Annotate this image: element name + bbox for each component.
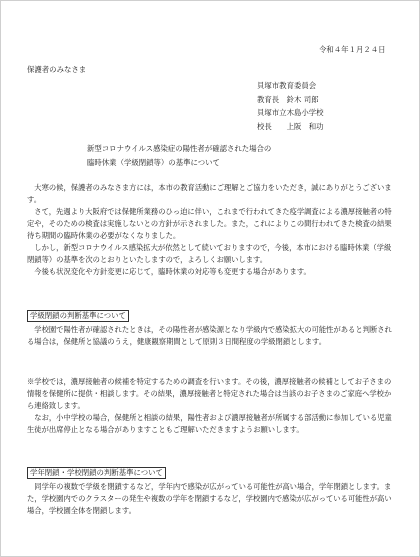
subject-line-1: 新型コロナウイルス感染症の陽性者が確認された場合の [87,144,272,153]
intro-paragraph: 大寒の候，保護者のみなさま方には，本市の教育活動にご理解とご協力をいただき，誠にありがとうございます。 [27,183,392,204]
section-heading-grade-school-closure: 学年閉鎖・学校閉鎖の判断基準について [27,467,166,479]
section2-body [27,481,397,517]
intro-paragraph: しかし，新型コロナウイルス感染拡大が依然として続いておりますので，今後，本市における臨時休業（学級閉鎖等）の基準を次のとおりといたしますので，よろしくお願いします。 [27,243,392,264]
addressee: 保護者のみなさま [27,65,87,74]
sender-line: 貝塚市立木島小学校 [257,108,324,117]
sender-block [257,79,324,133]
sender-line: 校長 上阪 和功 [257,121,324,131]
section1-note: ※学校では，濃厚接触者の候補を特定するための調査を行います。その後，濃厚接触者の候補としてお子さまの情報を保健所に提供・相談します。その結果，濃厚接触者と特定された場合は当該のお子さまのご家庭へ学校から連絡致します。 [27,377,392,410]
intro-paragraph: さて，先週より大阪府では保健所業務のひっ迫に伴い，これまで行われてきた疫学調査による濃厚接触者の特定や，そのための検査は実施しないとの方針が示されました。また，これによりこの間行われてきた検査の結果待ち期間の臨時休業の必要がなくなりました。 [27,207,392,240]
intro-paragraph: 今後も状況変化や方針変更に応じて，臨時休業の対応等も変更する場合があります。 [27,267,311,276]
section1-paragraph: 学校園で陽性者が確認されたときは，その陽性者が感染源となり学級内で感染拡大の可能性があると判断される場合は，保健所と協議のうえ，健康観察期間として原則３日間程度の学級閉鎖とします。 [27,325,392,346]
section-heading-class-closure: 学級閉鎖の判断基準について [27,310,129,322]
date: 令和４年１月２４日 [319,45,386,54]
sender-line: 貝塚市教育委員会 [257,81,317,90]
intro-section [27,182,397,278]
section2-paragraph: 同学年の複数で学級を閉鎖するなど，学年内で感染が広がっている可能性が高い場合，学年閉鎖とします。また，学校園内でのクラスターの発生や複数の学年を閉鎖するなど，学校園内で感染が広がっている可能性が高い場合，学校園全体を閉鎖します。 [27,482,392,515]
subject-line-2: 臨時休業（学級閉鎖等）の基準について [87,158,220,167]
section1-body [27,324,397,348]
section1-note: なお，小中学校の場合，保健所と相談の結果，陽性者および濃厚接触者が所属する部活動に参加している児童生徒が出席停止となる場合がありますこともご理解いただきますようお願いします。 [27,413,392,434]
section1-notes [27,376,397,436]
sender-line: 教育長 鈴木 司郎 [257,94,319,104]
